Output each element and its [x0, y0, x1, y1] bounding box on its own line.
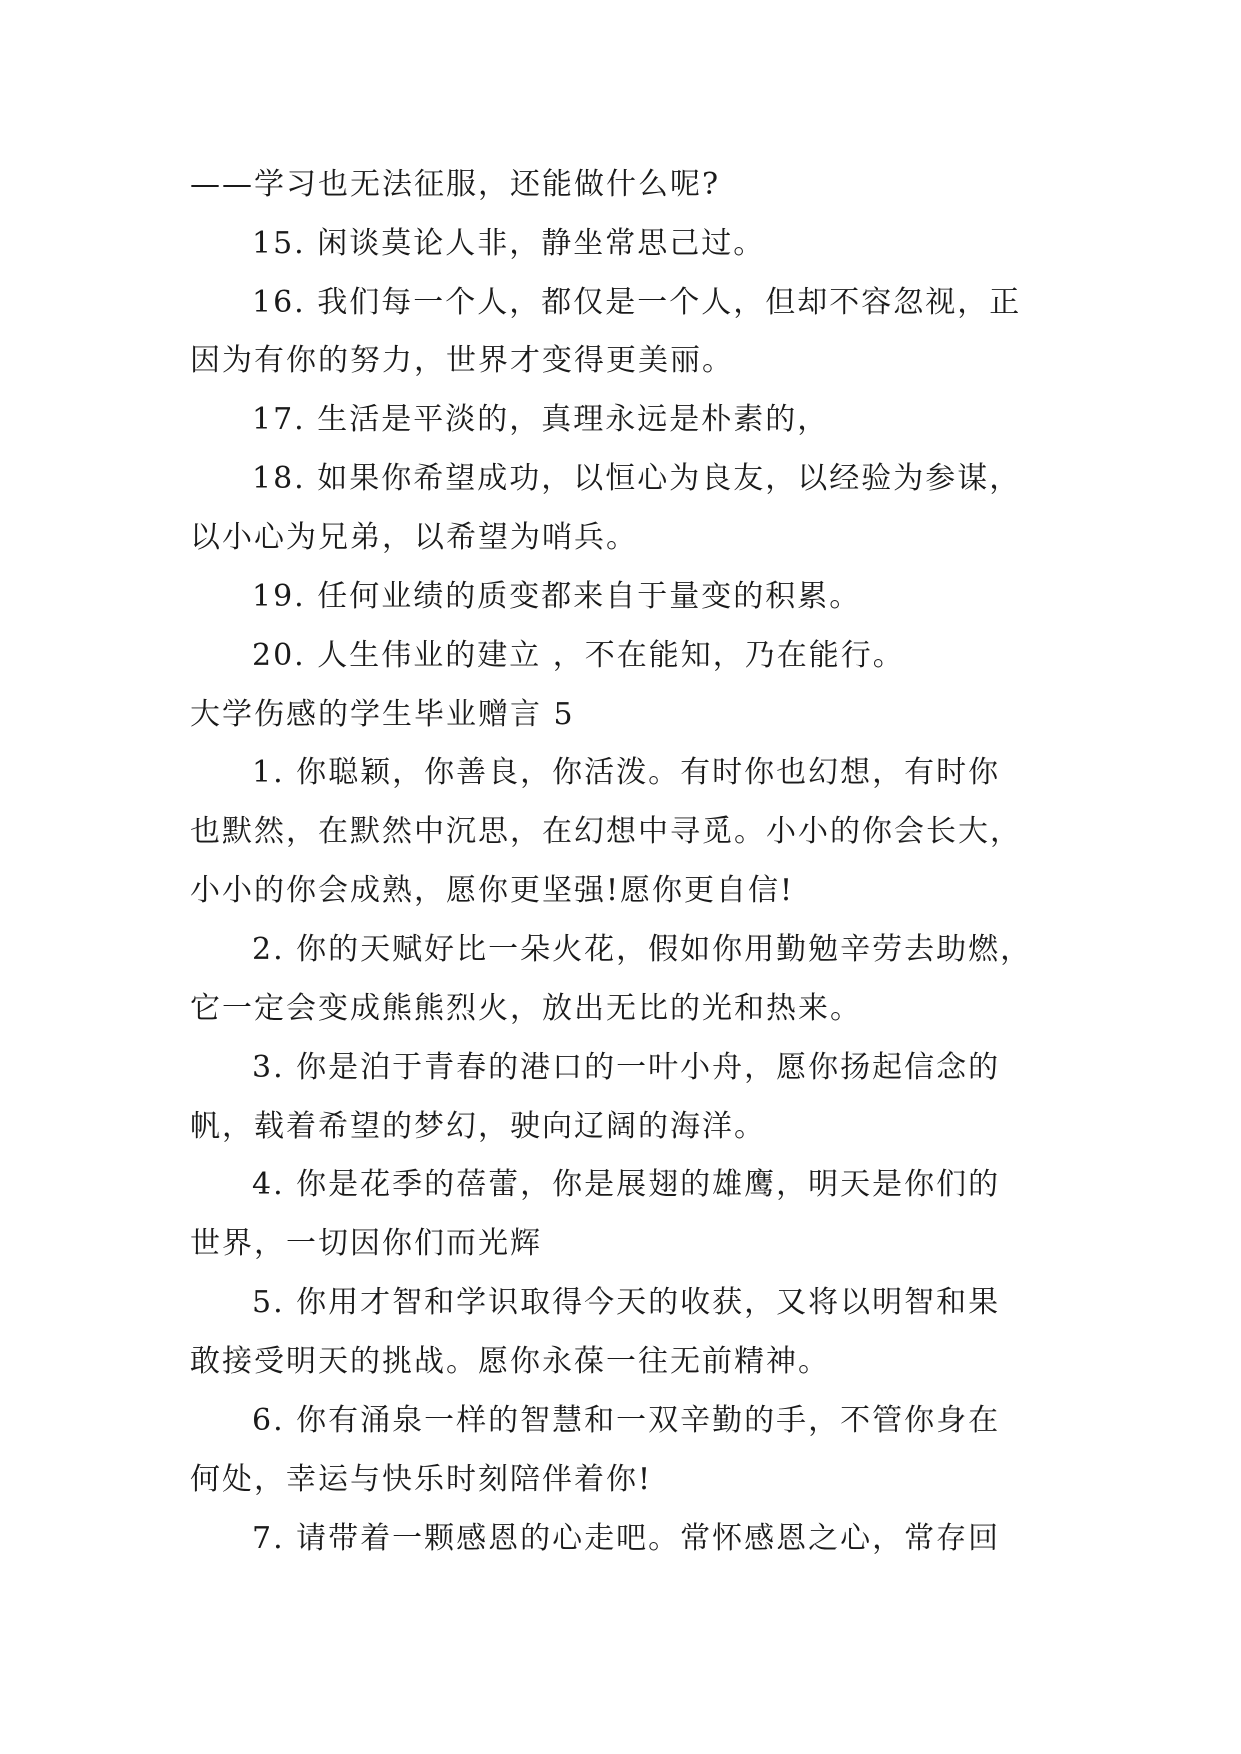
text-line: 5. 你用才智和学识取得今天的收获，又将以明智和果	[252, 1285, 1001, 1320]
text-line: 15. 闲谈莫论人非，静坐常思己过。	[252, 226, 766, 261]
text-line: 20. 人生伟业的建立 ，不在能知，乃在能行。	[252, 638, 905, 673]
text-line: 敢接受明天的挑战。愿你永葆一往无前精神。	[190, 1344, 830, 1379]
text-line: 小小的你会成熟，愿你更坚强!愿你更自信!	[190, 873, 795, 908]
text-line: 世界，一切因你们而光辉	[190, 1226, 542, 1261]
text-line: 1. 你聪颖，你善良，你活泼。有时你也幻想，有时你	[252, 755, 1001, 790]
text-line: 7. 请带着一颗感恩的心走吧。常怀感恩之心，常存回	[252, 1521, 1001, 1556]
text-line: 16. 我们每一个人，都仅是一个人，但却不容忽视，正	[252, 285, 1022, 320]
text-line: 18. 如果你希望成功，以恒心为良友，以经验为参谋，	[252, 461, 1022, 496]
text-line: ——学习也无法征服，还能做什么呢?	[190, 167, 721, 202]
text-line: 因为有你的努力，世界才变得更美丽。	[190, 343, 734, 378]
text-line: 17. 生活是平淡的，真理永远是朴素的，	[252, 402, 830, 437]
text-line: 6. 你有涌泉一样的智慧和一双辛勤的手，不管你身在	[252, 1403, 1001, 1438]
text-line: 4. 你是花季的蓓蕾，你是展翅的雄鹰，明天是你们的	[252, 1167, 1001, 1202]
text-line: 2. 你的天赋好比一朵火花，假如你用勤勉辛劳去助燃，	[252, 932, 1033, 967]
text-line: 3. 你是泊于青春的港口的一叶小舟，愿你扬起信念的	[252, 1050, 1001, 1085]
text-line: 19. 任何业绩的质变都来自于量变的积累。	[252, 579, 862, 614]
text-line: 帆，载着希望的梦幻，驶向辽阔的海洋。	[190, 1109, 766, 1144]
text-line: 何处，幸运与快乐时刻陪伴着你!	[190, 1462, 653, 1497]
section-heading: 大学伤感的学生毕业赠言 5	[190, 697, 575, 732]
text-line: 它一定会变成熊熊烈火，放出无比的光和热来。	[190, 991, 862, 1026]
text-line: 以小心为兄弟，以希望为哨兵。	[190, 520, 638, 555]
text-line: 也默然，在默然中沉思，在幻想中寻觅。小小的你会长大，	[190, 814, 1022, 849]
